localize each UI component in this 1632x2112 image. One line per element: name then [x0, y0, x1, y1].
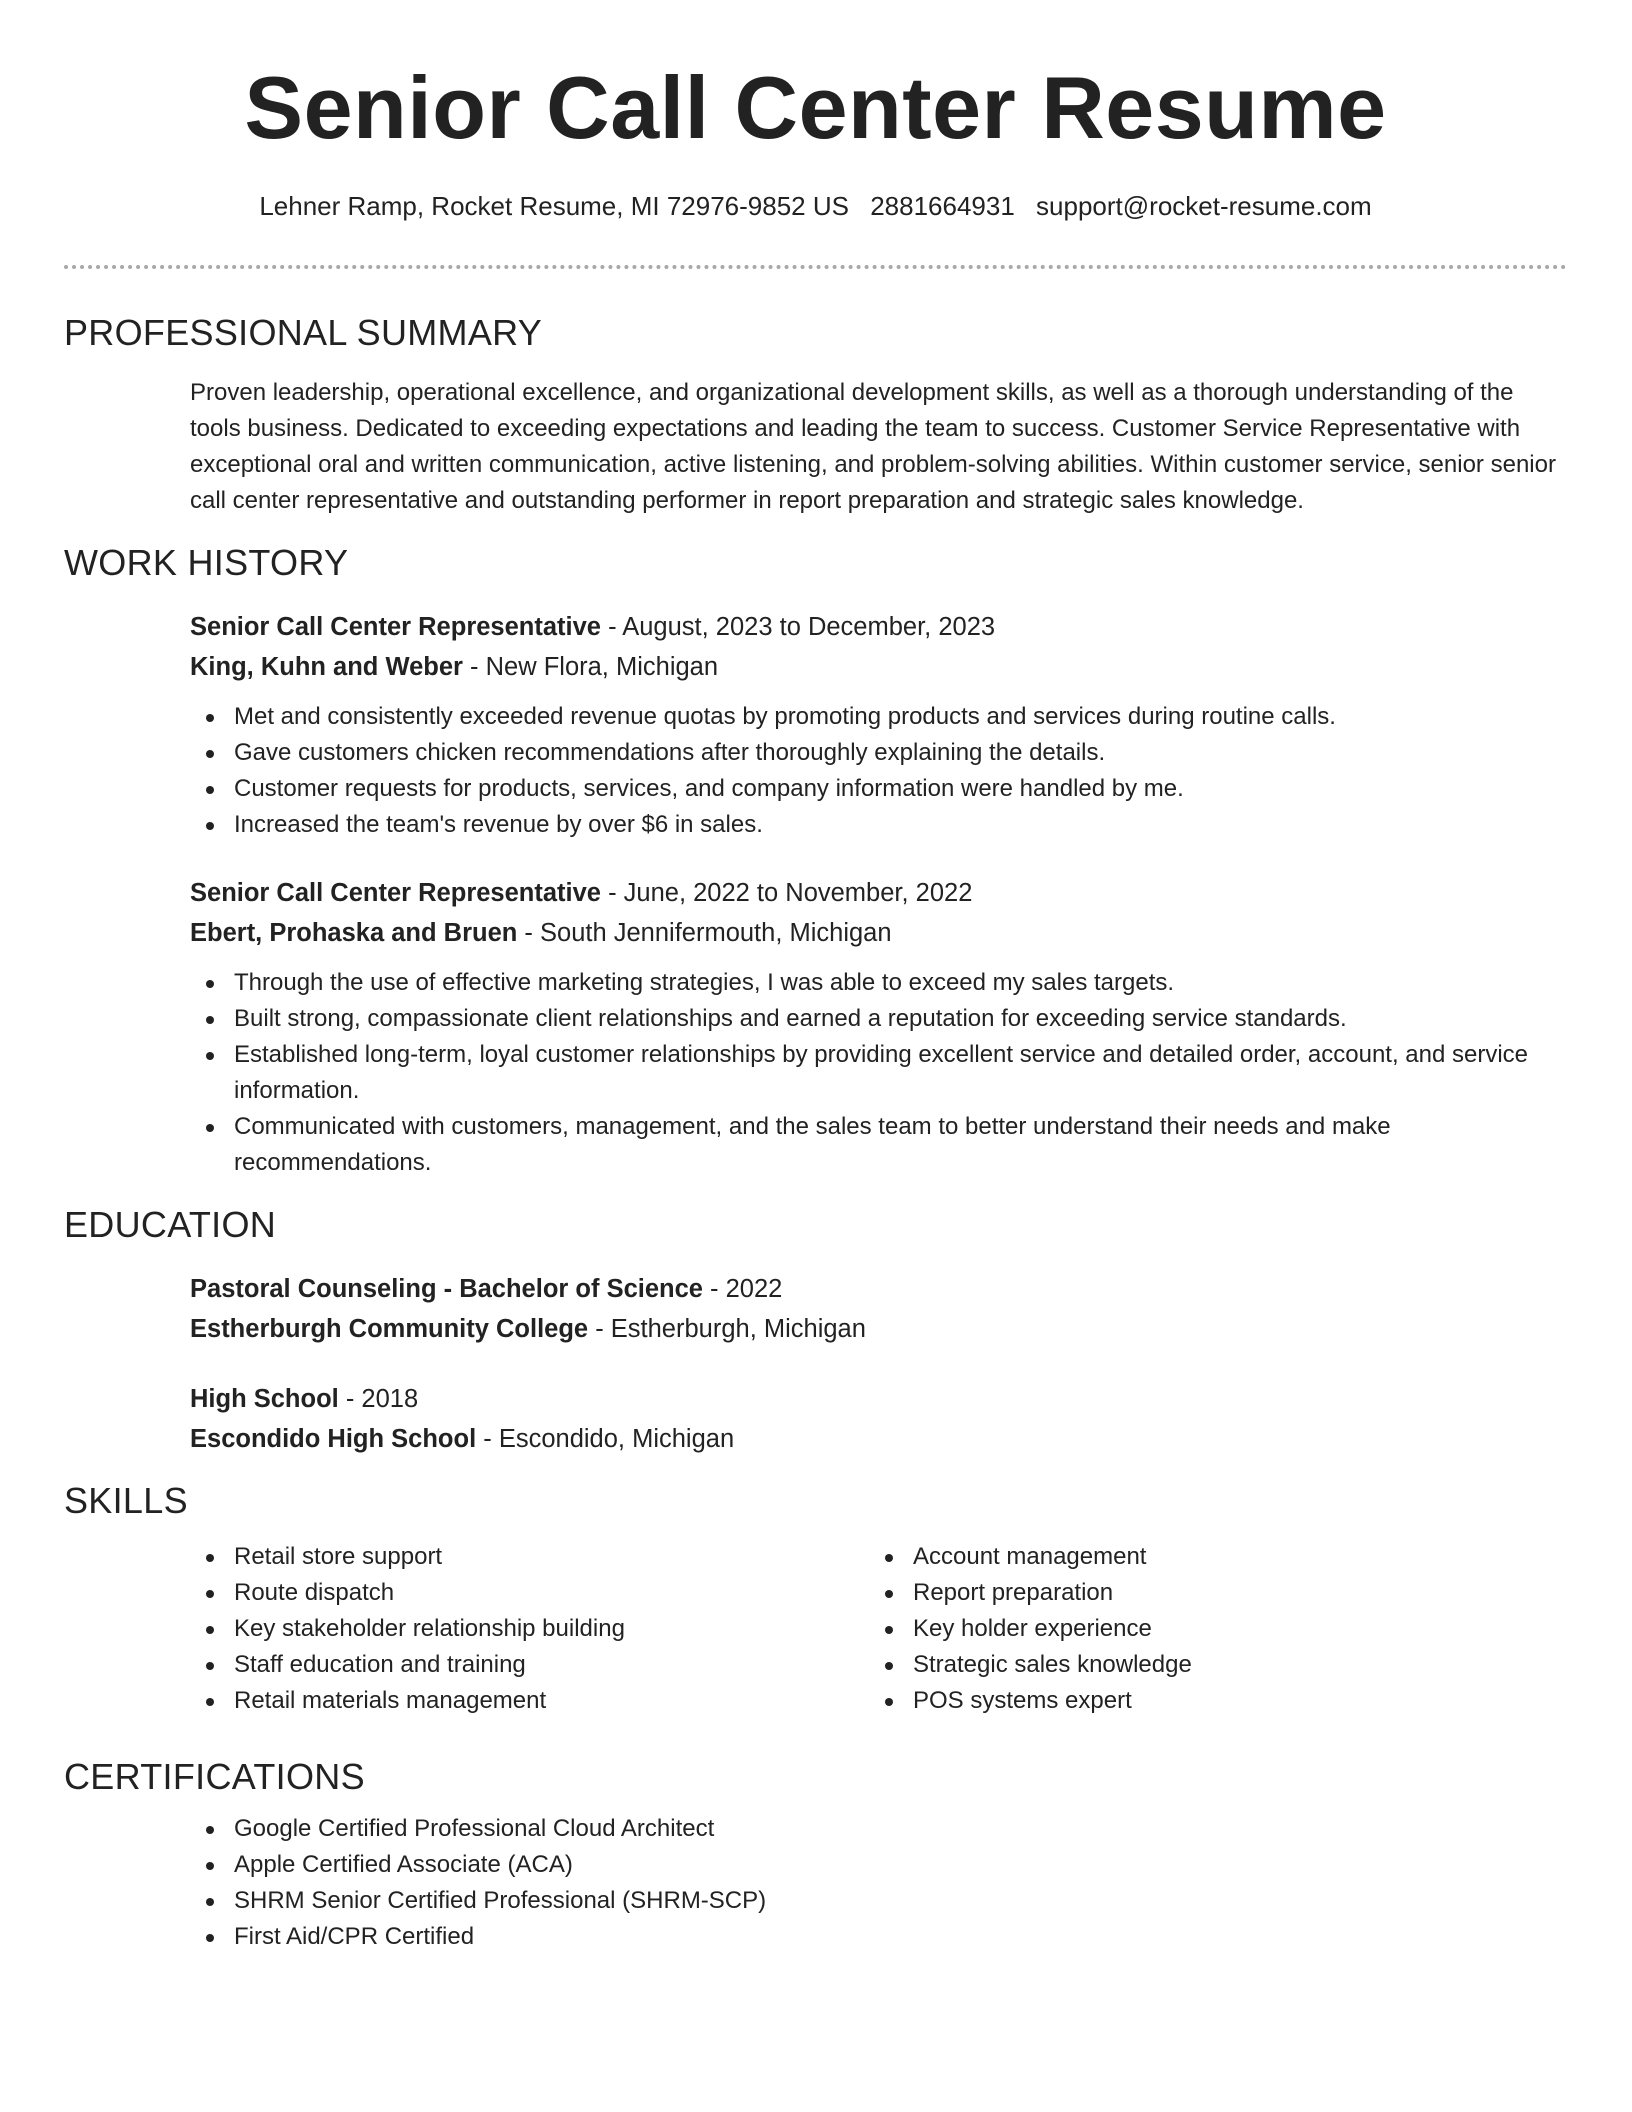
summary-section: [190, 375, 1567, 519]
skill-item: Account management: [869, 1539, 1469, 1575]
education-location: - Escondido, Michigan: [476, 1425, 735, 1453]
education-school: Estherburgh Community College: [190, 1315, 589, 1343]
certification-item: First Aid/CPR Certified: [190, 1919, 1567, 1955]
job-bullets: [190, 965, 1567, 1181]
education-location: - Estherburgh, Michigan: [588, 1315, 866, 1343]
certification-item: Google Certified Professional Cloud Architect: [190, 1811, 1567, 1847]
certifications-section: [190, 1811, 1567, 1955]
skills-column-right: [869, 1539, 1469, 1719]
education-section: [190, 1269, 1567, 1459]
job-dates: - August, 2023 to December, 2023: [600, 613, 996, 641]
section-title-education: EDUCATION: [64, 1204, 277, 1245]
job-location: - South Jennifermouth, Michigan: [517, 919, 892, 947]
education-year: - 2018: [338, 1385, 419, 1413]
skill-item: Staff education and training: [190, 1647, 869, 1683]
education-degree: Pastoral Counseling - Bachelor of Science: [190, 1275, 703, 1303]
job-bullet: Gave customers chicken recommendations after thoroughly explaining the details.: [190, 735, 1567, 771]
skills-column-left: [190, 1539, 869, 1719]
job-role: Senior Call Center Representative: [190, 613, 601, 641]
resume-page: [64, 0, 1567, 1955]
job-role-line: [190, 607, 1567, 647]
skill-item: Retail materials management: [190, 1683, 869, 1719]
job-company: King, Kuhn and Weber: [190, 653, 463, 681]
job-bullet: Built strong, compassionate client relationships and earned a reputation for exceeding service standards.: [190, 1001, 1567, 1037]
skill-item: Key stakeholder relationship building: [190, 1611, 869, 1647]
job-company-line: [190, 647, 1567, 687]
skill-item: Strategic sales knowledge: [869, 1647, 1469, 1683]
education-year: - 2022: [702, 1275, 783, 1303]
education-degree-line: [190, 1269, 1567, 1309]
job-bullet: Increased the team's revenue by over $6 in sales.: [190, 807, 1567, 843]
certifications-list: [190, 1811, 1567, 1955]
education-school-line: [190, 1419, 1567, 1459]
skill-item: POS systems expert: [869, 1683, 1469, 1719]
section-title-skills: SKILLS: [64, 1480, 188, 1521]
job-role: Senior Call Center Representative: [190, 879, 601, 907]
job-bullet: Communicated with customers, management, and the sales team to better understand their needs and make recommendations.: [190, 1109, 1567, 1181]
summary-text: Proven leadership, operational excellence, and organizational development skills, as well as a thorough understanding of the tools business. Dedicated to exceeding expectations and leading the team to success. Customer Service Representative with exceptional oral and written communication, active listening, and problem-solving abilities. Within customer service, senior senior call center representative and outstanding performer in report preparation and strategic sales knowledge.: [190, 379, 1556, 514]
certification-item: Apple Certified Associate (ACA): [190, 1847, 1567, 1883]
skills-columns: [190, 1539, 1567, 1719]
skill-item: Key holder experience: [869, 1611, 1469, 1647]
job-entry: [190, 873, 1567, 1181]
job-entry: [190, 607, 1567, 843]
skill-item: Report preparation: [869, 1575, 1469, 1611]
job-dates: - June, 2022 to November, 2022: [600, 879, 973, 907]
contact-phone: 2881664931: [870, 191, 1015, 221]
education-degree-line: [190, 1379, 1567, 1419]
contact-email: support@rocket-resume.com: [1036, 191, 1372, 221]
education-school: Escondido High School: [190, 1425, 477, 1453]
education-school-line: [190, 1309, 1567, 1349]
job-bullets: [190, 699, 1567, 843]
section-title-certifications: CERTIFICATIONS: [64, 1756, 365, 1797]
skill-item: Retail store support: [190, 1539, 869, 1575]
job-bullet: Customer requests for products, services, and company information were handled by me.: [190, 771, 1567, 807]
resume-title: Senior Call Center Resume: [244, 58, 1387, 157]
education-degree: High School: [190, 1385, 339, 1413]
job-location: - New Flora, Michigan: [462, 653, 719, 681]
education-entry: [190, 1379, 1567, 1459]
section-title-work: WORK HISTORY: [64, 542, 349, 583]
job-role-line: [190, 873, 1567, 913]
certification-item: SHRM Senior Certified Professional (SHRM-SCP): [190, 1883, 1567, 1919]
skill-item: Route dispatch: [190, 1575, 869, 1611]
contact-address: Lehner Ramp, Rocket Resume, MI 72976-9852 US: [259, 191, 849, 221]
education-entry: [190, 1269, 1567, 1349]
job-bullet: Through the use of effective marketing strategies, I was able to exceed my sales targets.: [190, 965, 1567, 1001]
job-bullet: Established long-term, loyal customer relationships by providing excellent service and detailed order, account, and service information.: [190, 1037, 1567, 1109]
job-bullet: Met and consistently exceeded revenue quotas by promoting products and services during routine calls.: [190, 699, 1567, 735]
work-section: [190, 607, 1567, 1181]
job-company-line: [190, 913, 1567, 953]
job-company: Ebert, Prohaska and Bruen: [190, 919, 518, 947]
skills-section: [190, 1539, 1567, 1719]
section-title-summary: PROFESSIONAL SUMMARY: [64, 312, 543, 353]
contact-line: [64, 190, 1567, 222]
header-divider: [64, 265, 1567, 269]
